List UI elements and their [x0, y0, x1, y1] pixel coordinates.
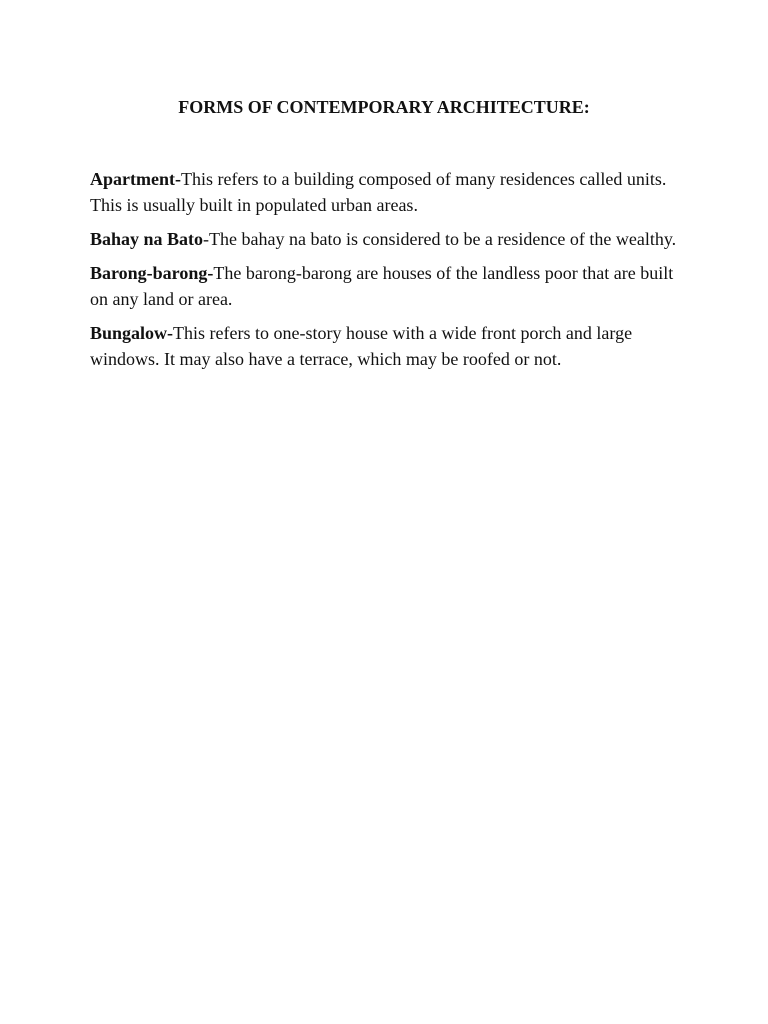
entry-term: Bungalow-: [90, 323, 174, 343]
entry-bahay-na-bato: [90, 226, 690, 252]
entry-barong-barong: [90, 260, 690, 312]
entry-definition: The barong-barong are houses of the landless poor that are built on any land or area.: [90, 263, 674, 309]
entry-definition: This refers to a building composed of many residences called units. This is usually built in populated urban areas.: [90, 169, 667, 215]
entry-term: Barong-barong-: [90, 263, 214, 283]
entry-definition: This refers to one-story house with a wide front porch and large windows. It may also have a terrace, which may be roofed or not.: [90, 323, 633, 369]
entry-bungalow: [90, 320, 690, 372]
entry-definition: -The bahay na bato is considered to be a residence of the wealthy.: [203, 229, 677, 249]
entry-term: Bahay na Bato: [90, 229, 204, 249]
entry-term: Apartment-: [90, 169, 181, 189]
document-title: FORMS OF CONTEMPORARY ARCHITECTURE:: [178, 97, 590, 117]
entry-list: [90, 166, 690, 380]
entry-apartment: [90, 166, 690, 218]
